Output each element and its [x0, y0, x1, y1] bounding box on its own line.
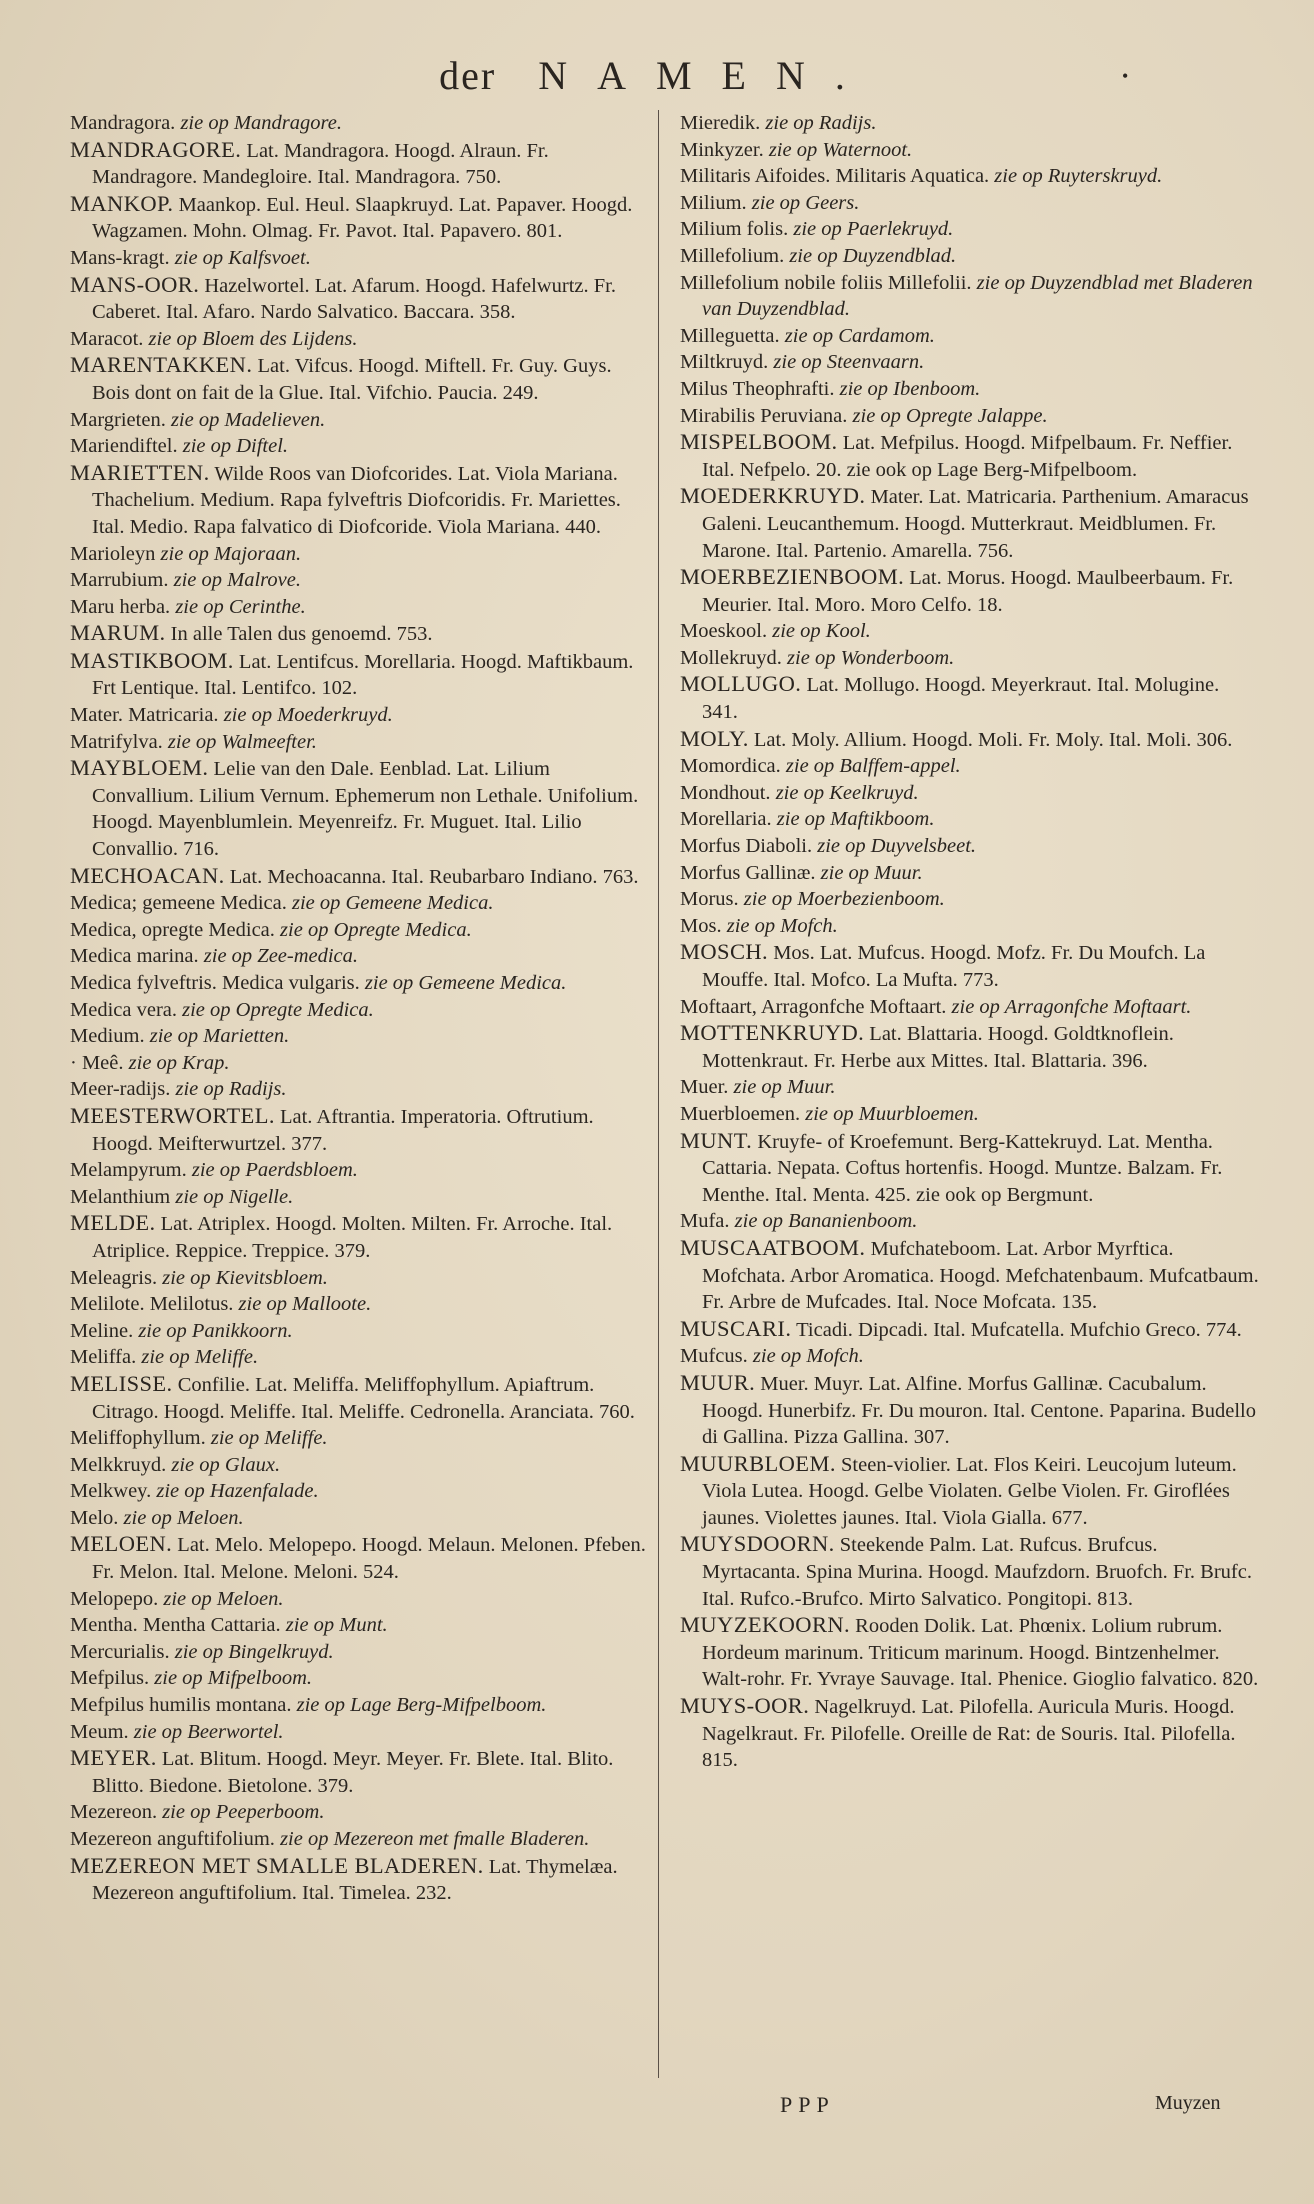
column-divider	[658, 110, 659, 2078]
entry-headword: MARUM.	[70, 620, 166, 646]
entry-cross-reference: zie op Panikkoorn.	[138, 1319, 293, 1342]
index-entry	[680, 483, 1260, 564]
index-entry	[70, 890, 650, 917]
entry-cross-reference: zie op Walmeefter.	[167, 730, 317, 753]
entry-headword: Melopepo.	[70, 1587, 159, 1610]
entry-headword: MELDE.	[70, 1210, 156, 1236]
index-entry	[70, 1157, 650, 1184]
entry-headword: Mentha. Mentha Cattaria.	[70, 1614, 281, 1637]
index-entry	[70, 1425, 650, 1452]
entry-cross-reference: zie op Moerbezienboom.	[743, 888, 945, 911]
entry-text: Lelie van den Dale. Eenblad. Lat. Lilium Convallium. Lilium Vernum. Ephemerum non Lethale. Unifolium. Hoogd. Mayenblumlein. Meyenreifz. Fr. Muguet. Ital. Lilio Convallio. 716.	[92, 758, 639, 861]
entry-headword: Melkkruyd.	[70, 1453, 167, 1476]
entry-cross-reference: zie op Diftel.	[182, 435, 289, 458]
running-head-word-1: der	[439, 53, 497, 98]
index-entry	[70, 1344, 650, 1371]
index-entry	[70, 1210, 650, 1264]
index-entry	[70, 1076, 650, 1103]
index-entry	[680, 645, 1260, 672]
index-entry	[70, 1505, 650, 1532]
entry-headword: Milium.	[680, 191, 747, 214]
index-entry	[70, 1023, 650, 1050]
entry-text: Rooden Dolik. Lat. Phœnix. Lolium rubrum. Hordeum marinum. Triticum marinum. Hoogd. Bintzenhelmer. Walt-rohr. Fr. Yvraye Sauvage. Ital. Phenice. Gioglio falvatico. 820.	[702, 1615, 1259, 1691]
entry-headword: Milleguetta.	[680, 324, 780, 347]
entry-headword: MELISSE.	[70, 1370, 173, 1396]
entry-headword: Milium folis.	[680, 218, 789, 241]
entry-headword: Mieredik.	[680, 112, 761, 134]
entry-headword: Medica vera.	[70, 998, 177, 1021]
index-entry	[680, 1208, 1260, 1235]
entry-headword: Mefpilus.	[70, 1667, 150, 1690]
entry-headword: MUYZEKOORN.	[680, 1612, 851, 1638]
entry-headword: MARIETTEN.	[70, 459, 210, 485]
entry-headword: Marioleyn	[70, 542, 156, 565]
index-entry	[680, 1693, 1260, 1774]
entry-text: Lat. Mandragora. Hoogd. Alraun. Fr. Mandragore. Mandegloire. Ital. Mandragora. 750.	[92, 139, 549, 189]
entry-headword: MANS-OOR.	[70, 271, 200, 297]
index-entry	[70, 620, 650, 648]
index-entry	[680, 913, 1260, 940]
entry-headword: Medica fylveftris. Medica vulgaris.	[70, 972, 360, 994]
entry-headword: Mater. Matricaria.	[70, 704, 219, 727]
entry-headword: Medica, opregte Medica.	[70, 918, 275, 941]
entry-cross-reference: zie op Bloem des Lijdens.	[148, 327, 358, 350]
entry-cross-reference: zie op Mofch.	[752, 1345, 864, 1368]
index-entry	[70, 997, 650, 1024]
entry-headword: Meer-radijs.	[70, 1078, 171, 1101]
index-entry	[680, 1101, 1260, 1128]
entry-headword: Milus Theophrafti.	[680, 377, 835, 400]
entry-cross-reference: zie op Wonderboom.	[787, 646, 955, 669]
entry-cross-reference: zie op Duyzendblad met Bladeren van Duyzendblad.	[702, 271, 1253, 321]
entry-headword: MOEDERKRUYD.	[680, 483, 866, 509]
entry-text: Maankop. Eul. Heul. Slaapkruyd. Lat. Papaver. Hoogd. Wagzamen. Mohn. Olmag. Fr. Pavot. Ital. Papavero. 801.	[92, 193, 633, 243]
entry-text: Steekende Palm. Lat. Rufcus. Brufcus. Myrtacanta. Spina Murina. Hoogd. Maufzdorn. Bruofch. Fr. Brufc. Ital. Rufco.-Brufco. Mirto Salvatico. Pongitopi. 813.	[702, 1534, 1252, 1610]
index-entry	[680, 163, 1260, 190]
entry-headword: Morus.	[680, 888, 739, 911]
index-entry	[70, 1184, 650, 1211]
index-entry	[680, 726, 1260, 754]
entry-cross-reference: zie op Moederkruyd.	[223, 704, 393, 727]
entry-text: Mufchateboom. Lat. Arbor Myrftica. Mofchata. Arbor Aromatica. Hoogd. Mefchatenbaum. Mufcatbaum. Fr. Arbre de Mufcades. Ital. Noce Mofcata. 135.	[702, 1237, 1259, 1314]
entry-text: Lat. Melo. Melopepo. Hoogd. Melaun. Melonen. Pfeben. Fr. Melon. Ital. Melone. Meloni. 524.	[92, 1534, 646, 1584]
entry-cross-reference: zie op Kool.	[772, 620, 871, 643]
running-head	[0, 52, 1314, 99]
entry-cross-reference: zie op Arragonfche Moftaart.	[951, 995, 1192, 1018]
entry-headword: Mos.	[680, 914, 722, 937]
entry-cross-reference: zie op Muur.	[820, 861, 923, 884]
index-entry	[680, 753, 1260, 780]
entry-cross-reference: zie op Kalfsvoet.	[174, 246, 311, 269]
index-entry	[680, 1020, 1260, 1074]
entry-cross-reference: zie op Muurbloemen.	[805, 1102, 979, 1125]
entry-headword: MELOEN.	[70, 1531, 173, 1557]
index-entry	[680, 1235, 1260, 1316]
index-entry	[680, 323, 1260, 350]
entry-headword: Medica; gemeene Medica.	[70, 892, 287, 915]
entry-headword: Mezereon anguftifolium.	[70, 1828, 275, 1850]
entry-headword: Miltkruyd.	[680, 351, 769, 374]
entry-cross-reference: zie op Keelkruyd.	[775, 781, 919, 804]
entry-text: Muer. Muyr. Lat. Alfine. Morfus Gallinæ. Cacubalum. Hoogd. Hunerbifz. Fr. Du mouron. Ital. Centone. Paparina. Budello di Gallina. Pizza Gallina. 307.	[702, 1372, 1256, 1449]
entry-headword: Meliffa.	[70, 1346, 137, 1369]
entry-text: Lat. Mollugo. Hoogd. Meyerkraut. Ital. Molugine. 341.	[702, 674, 1220, 724]
entry-text: Lat. Lentifcus. Morellaria. Hoogd. Maftikbaum. Frt Lentique. Ital. Lentifco. 102.	[92, 650, 634, 700]
entry-cross-reference: zie op Ibenboom.	[839, 377, 981, 400]
entry-headword: MANDRAGORE.	[70, 136, 242, 162]
index-entry	[70, 567, 650, 594]
signature-mark: PPP	[780, 2092, 835, 2117]
entry-cross-reference: zie op Muur.	[733, 1076, 836, 1099]
entry-headword: MOSCH.	[680, 939, 769, 965]
index-entry	[680, 270, 1260, 323]
entry-cross-reference: zie op Opregte Medica.	[280, 918, 472, 941]
index-entry	[680, 137, 1260, 164]
index-entry	[70, 1745, 650, 1799]
entry-headword: Minkyzer.	[680, 138, 764, 161]
entry-cross-reference: zie op Malloote.	[238, 1293, 372, 1316]
index-entry	[70, 729, 650, 756]
index-entry	[70, 1531, 650, 1585]
index-entry	[680, 349, 1260, 376]
index-entry	[70, 1318, 650, 1345]
entry-cross-reference: zie op Cerinthe.	[175, 595, 306, 618]
entry-headword: Millefolium nobile foliis Millefolii.	[680, 271, 972, 294]
entry-text: Lat. Atriplex. Hoogd. Molten. Milten. Fr. Arroche. Ital. Atriplice. Reppice. Treppice. 379.	[92, 1213, 613, 1262]
entry-headword: MUURBLOEM.	[680, 1450, 836, 1476]
index-entry	[70, 648, 650, 702]
entry-headword: Mufa.	[680, 1210, 730, 1233]
entry-text: Nagelkruyd. Lat. Pilofella. Auricula Muris. Hoogd. Nagelkraut. Fr. Pilofelle. Oreille de Rat: de Souris. Ital. Pilofella. 815.	[702, 1696, 1236, 1772]
index-entry	[680, 833, 1260, 860]
index-entry	[70, 191, 650, 245]
entry-headword: Mans-kragt.	[70, 246, 170, 269]
entry-cross-reference: zie op Beerwortel.	[133, 1720, 284, 1743]
entry-text: Mater. Lat. Matricaria. Parthenium. Amaracus Galeni. Leucanthemum. Hoogd. Mutterkraut. Meidblumen. Fr. Marone. Ital. Partenio. Amarella. 756.	[702, 486, 1249, 562]
index-entry	[680, 1370, 1260, 1451]
entry-cross-reference: zie op Cardamom.	[784, 324, 935, 347]
entry-headword: MOLLUGO.	[680, 671, 802, 697]
entry-text: Lat. Blattaria. Hoogd. Goldtknoflein. Mottenkraut. Fr. Herbe aux Mittes. Ital. Blattaria. 396.	[702, 1023, 1174, 1072]
entry-cross-reference: zie op Meliffe.	[210, 1427, 328, 1450]
index-entry	[70, 352, 650, 406]
entry-headword: Momordica.	[680, 755, 781, 778]
entry-cross-reference: zie op Bananienboom.	[734, 1210, 918, 1233]
entry-headword: Margrieten.	[70, 408, 166, 431]
entry-headword: Mezereon.	[70, 1801, 158, 1824]
entry-cross-reference: zie op Geers.	[751, 191, 860, 214]
index-entry	[70, 1291, 650, 1318]
entry-cross-reference: zie op Radijs.	[175, 1078, 287, 1101]
entry-headword: MARENTAKKEN.	[70, 352, 253, 378]
index-entry	[70, 943, 650, 970]
index-entry	[70, 1586, 650, 1613]
entry-headword: MOLY.	[680, 725, 749, 751]
entry-headword: Meliffophyllum.	[70, 1427, 206, 1450]
entry-text: Ticadi. Dipcadi. Ital. Mufcatella. Mufchio Greco. 774.	[796, 1318, 1242, 1341]
index-entry	[680, 564, 1260, 618]
catchword: Muyzen	[1155, 2092, 1221, 2114]
entry-cross-reference: zie op Duyzendblad.	[789, 244, 957, 267]
index-entry	[680, 939, 1260, 993]
index-entry	[680, 1343, 1260, 1370]
entry-cross-reference: zie op Mezereon met fmalle Bladeren.	[280, 1828, 590, 1850]
entry-headword: MEZEREON MET SMALLE BLADEREN.	[70, 1852, 484, 1878]
entry-headword: Melkwey.	[70, 1480, 152, 1503]
entry-cross-reference: zie op Paerlekruyd.	[793, 218, 954, 241]
index-entry	[70, 272, 650, 326]
entry-headword: Marrubium.	[70, 569, 169, 592]
index-entry	[680, 671, 1260, 725]
entry-cross-reference: zie op Duyvelsbeet.	[817, 835, 977, 858]
index-entry	[70, 1853, 650, 1907]
index-entry	[680, 1128, 1260, 1209]
index-entry	[70, 1265, 650, 1292]
entry-headword: Muer.	[680, 1076, 729, 1099]
entry-text: Lat. Thymelæa. Mezereon anguftifolium. Ital. Timelea. 232.	[92, 1855, 618, 1905]
entry-cross-reference: zie op Gemeene Medica.	[364, 972, 567, 994]
entry-headword: MOERBEZIENBOOM.	[680, 564, 905, 590]
entry-headword: Melo.	[70, 1506, 119, 1529]
ornament-dot: •	[1122, 66, 1129, 86]
entry-headword: Millefolium.	[680, 244, 785, 267]
entry-cross-reference: zie op Majoraan.	[160, 542, 302, 565]
entry-text: In alle Talen dus genoemd. 753.	[170, 623, 433, 646]
index-entry	[70, 541, 650, 568]
index-entry	[70, 702, 650, 729]
entry-headword: Mandragora.	[70, 112, 176, 134]
entry-headword: Mondhout.	[680, 781, 771, 804]
entry-headword: Medium.	[70, 1025, 145, 1048]
entry-text: Lat. Blitum. Hoogd. Meyr. Meyer. Fr. Blete. Ital. Blito. Blitto. Biedone. Bietolone. 379.	[92, 1748, 614, 1797]
index-entry	[70, 110, 650, 137]
entry-cross-reference: zie op Meloen.	[163, 1587, 284, 1610]
entry-cross-reference: zie op Meliffe.	[141, 1346, 259, 1369]
index-entry	[680, 403, 1260, 430]
index-entry	[70, 1692, 650, 1719]
entry-headword: MISPELBOOM.	[680, 429, 838, 455]
entry-text: Lat. Mechoacanna. Ital. Reubarbaro Indiano. 763.	[229, 865, 639, 888]
entry-headword: Mercurialis.	[70, 1640, 170, 1663]
index-entry	[70, 1452, 650, 1479]
index-entry	[70, 1665, 650, 1692]
index-entry	[680, 429, 1260, 483]
entry-headword: Medica marina.	[70, 945, 199, 968]
entry-text: Lat. Mefpilus. Hoogd. Mifpelbaum. Fr. Neffier. Ital. Nefpelo. 20. zie ook op Lage Berg-Mifpelboom.	[702, 432, 1233, 481]
index-entry	[70, 1103, 650, 1157]
index-entry	[70, 755, 650, 862]
index-entry	[70, 137, 650, 191]
entry-cross-reference: zie op Ruyterskruyd.	[994, 165, 1163, 188]
entry-text: Wilde Roos van Diofcorides. Lat. Viola Mariana. Thachelium. Medium. Rapa fylveftris Diofcoridis. Fr. Mariettes. Ital. Medio. Rapa falvatico di Diofcoride. Viola Mariana. 440.	[92, 462, 621, 538]
index-entry	[680, 780, 1260, 807]
entry-headword: Meleagris.	[70, 1266, 158, 1289]
entry-headword: Maru herba.	[70, 595, 171, 618]
index-entry	[680, 376, 1260, 403]
index-entry	[680, 806, 1260, 833]
index-entry	[680, 190, 1260, 217]
entry-text: Lat. Vifcus. Hoogd. Miftell. Fr. Guy. Guys. Bois dont on fait de la Glue. Ital. Vifchio. Paucia. 249.	[92, 355, 612, 404]
entry-headword: MEESTERWORTEL.	[70, 1102, 275, 1128]
index-entry	[680, 860, 1260, 887]
entry-cross-reference: zie op Krap.	[128, 1051, 230, 1074]
left-column	[70, 110, 650, 1907]
index-entry	[70, 1478, 650, 1505]
index-entry	[680, 886, 1260, 913]
entry-cross-reference: zie op Radijs.	[765, 112, 877, 134]
index-entry	[680, 1612, 1260, 1693]
entry-cross-reference: zie op Nigelle.	[175, 1185, 294, 1208]
entry-text: Lat. Aftrantia. Imperatoria. Oftrutium. Hoogd. Meifterwurtzel. 377.	[92, 1105, 594, 1155]
entry-text: Mos. Lat. Mufcus. Hoogd. Mofz. Fr. Du Moufch. La Mouffe. Ital. Mofco. La Mufta. 773.	[702, 942, 1206, 991]
entry-headword: Mariendiftel.	[70, 435, 178, 458]
entry-cross-reference: zie op Maftikboom.	[776, 808, 935, 831]
entry-headword: MEYER.	[70, 1745, 157, 1771]
entry-cross-reference: zie op Lage Berg-Mifpelboom.	[296, 1694, 547, 1717]
index-entry	[70, 407, 650, 434]
entry-headword: Meline.	[70, 1319, 134, 1342]
entry-headword: MUNT.	[680, 1127, 753, 1153]
running-head-word-2: NAMEN.	[538, 53, 875, 98]
entry-headword: Maracot.	[70, 327, 144, 350]
entry-cross-reference: zie op Bingelkruyd.	[174, 1640, 334, 1663]
entry-cross-reference: zie op Zee-medica.	[203, 945, 359, 968]
index-entry	[70, 1612, 650, 1639]
entry-headword: Muerbloemen.	[680, 1102, 801, 1125]
entry-headword: MAYBLOEM.	[70, 755, 209, 781]
index-entry	[70, 1371, 650, 1425]
index-entry	[70, 1050, 650, 1077]
entry-headword: MOTTENKRUYD.	[680, 1020, 865, 1046]
right-column	[680, 110, 1260, 1774]
entry-cross-reference: zie op Mandragore.	[180, 112, 342, 134]
entry-cross-reference: zie op Opregte Medica.	[182, 998, 374, 1021]
index-entry	[70, 433, 650, 460]
entry-cross-reference: zie op Munt.	[285, 1614, 388, 1637]
entry-headword: Morfus Gallinæ.	[680, 861, 816, 884]
entry-cross-reference: zie op Paerdsbloem.	[191, 1159, 358, 1182]
entry-headword: Melilote. Melilotus.	[70, 1293, 234, 1316]
entry-headword: Morellaria.	[680, 808, 772, 831]
index-entry	[70, 863, 650, 891]
index-entry	[680, 110, 1260, 137]
entry-headword: Melanthium	[70, 1185, 171, 1208]
entry-cross-reference: zie op Mifpelboom.	[154, 1667, 312, 1690]
entry-headword: MUYS-OOR.	[680, 1693, 810, 1719]
entry-cross-reference: zie op Meloen.	[123, 1506, 244, 1529]
index-entry	[70, 917, 650, 944]
index-entry	[680, 1451, 1260, 1532]
entry-headword: Militaris Aifoides. Militaris Aquatica.	[680, 165, 990, 188]
entry-headword: · Meê.	[70, 1051, 124, 1074]
entry-headword: Mollekruyd.	[680, 646, 782, 669]
entry-headword: Mefpilus humilis montana.	[70, 1694, 292, 1717]
entry-headword: Mirabilis Peruviana.	[680, 404, 848, 427]
entry-cross-reference: zie op Peeperboom.	[162, 1801, 325, 1824]
entry-text: Hazelwortel. Lat. Afarum. Hoogd. Hafelwurtz. Fr. Caberet. Ital. Afaro. Nardo Salvatico. Baccara. 358.	[92, 274, 616, 324]
entry-cross-reference: zie op Steenvaarn.	[773, 351, 925, 374]
entry-cross-reference: zie op Malrove.	[173, 569, 301, 592]
index-entry	[70, 1826, 650, 1853]
index-entry	[70, 1639, 650, 1666]
index-entry	[70, 594, 650, 621]
index-entry	[70, 326, 650, 353]
entry-headword: MUSCARI.	[680, 1315, 792, 1341]
entry-cross-reference: zie op Madelieven.	[170, 408, 326, 431]
index-entry	[70, 970, 650, 997]
entry-cross-reference: zie op Marietten.	[149, 1025, 290, 1048]
index-entry	[680, 1074, 1260, 1101]
entry-text: Lat. Morus. Hoogd. Maulbeerbaum. Fr. Meurier. Ital. Moro. Moro Celfo. 18.	[702, 567, 1234, 616]
entry-text: Confilie. Lat. Meliffa. Meliffophyllum. Apiaftrum. Citrago. Hoogd. Meliffe. Ital. Meliffe. Cedronella. Aranciata. 760.	[92, 1373, 635, 1423]
entry-text: Kruyfe- of Kroefemunt. Berg-Kattekruyd. Lat. Mentha. Cattaria. Nepata. Coftus hortenfis. Hoogd. Muntze. Balzam. Fr. Menthe. Ital. Menta. 425. zie ook op Bergmunt.	[702, 1130, 1223, 1206]
index-entry	[680, 243, 1260, 270]
entry-headword: MECHOACAN.	[70, 862, 225, 888]
entry-headword: MUYSDOORN.	[680, 1531, 835, 1557]
index-entry	[70, 1719, 650, 1746]
entry-cross-reference: zie op Opregte Jalappe.	[852, 404, 1048, 427]
index-entry	[680, 994, 1260, 1021]
entry-cross-reference: zie op Hazenfalade.	[156, 1480, 319, 1503]
entry-headword: Matrifylva.	[70, 730, 163, 753]
entry-cross-reference: zie op Gemeene Medica.	[291, 892, 494, 915]
index-entry	[680, 618, 1260, 645]
index-entry	[70, 1799, 650, 1826]
entry-headword: MASTIKBOOM.	[70, 647, 234, 673]
entry-headword: Meum.	[70, 1720, 129, 1743]
entry-cross-reference: zie op Glaux.	[171, 1453, 281, 1476]
entry-cross-reference: zie op Mofch.	[726, 914, 838, 937]
index-entry	[680, 216, 1260, 243]
index-entry	[70, 460, 650, 541]
entry-headword: MUUR.	[680, 1369, 756, 1395]
entry-text: Lat. Moly. Allium. Hoogd. Moli. Fr. Moly. Ital. Moli. 306.	[753, 728, 1233, 751]
entry-headword: MUSCAATBOOM.	[680, 1234, 866, 1260]
entry-cross-reference: zie op Waternoot.	[768, 138, 913, 161]
entry-headword: Moftaart, Arragonfche Moftaart.	[680, 995, 947, 1018]
entry-text: Steen-violier. Lat. Flos Keiri. Leucojum luteum. Viola Lutea. Hoogd. Gelbe Violaten. Gelbe Violen. Fr. Giroflées jaunes. Violettes jaunes. Ital. Viola Gialla. 677.	[702, 1453, 1237, 1529]
entry-headword: Melampyrum.	[70, 1159, 187, 1182]
entry-cross-reference: zie op Balffem-appel.	[785, 755, 961, 778]
index-entry	[70, 245, 650, 272]
entry-cross-reference: zie op Kievitsbloem.	[162, 1266, 328, 1289]
entry-headword: Mufcus.	[680, 1345, 748, 1368]
entry-headword: MANKOP.	[70, 190, 174, 216]
index-entry	[680, 1316, 1260, 1344]
index-entry	[680, 1531, 1260, 1612]
entry-headword: Morfus Diaboli.	[680, 835, 813, 858]
entry-headword: Moeskool.	[680, 620, 768, 643]
